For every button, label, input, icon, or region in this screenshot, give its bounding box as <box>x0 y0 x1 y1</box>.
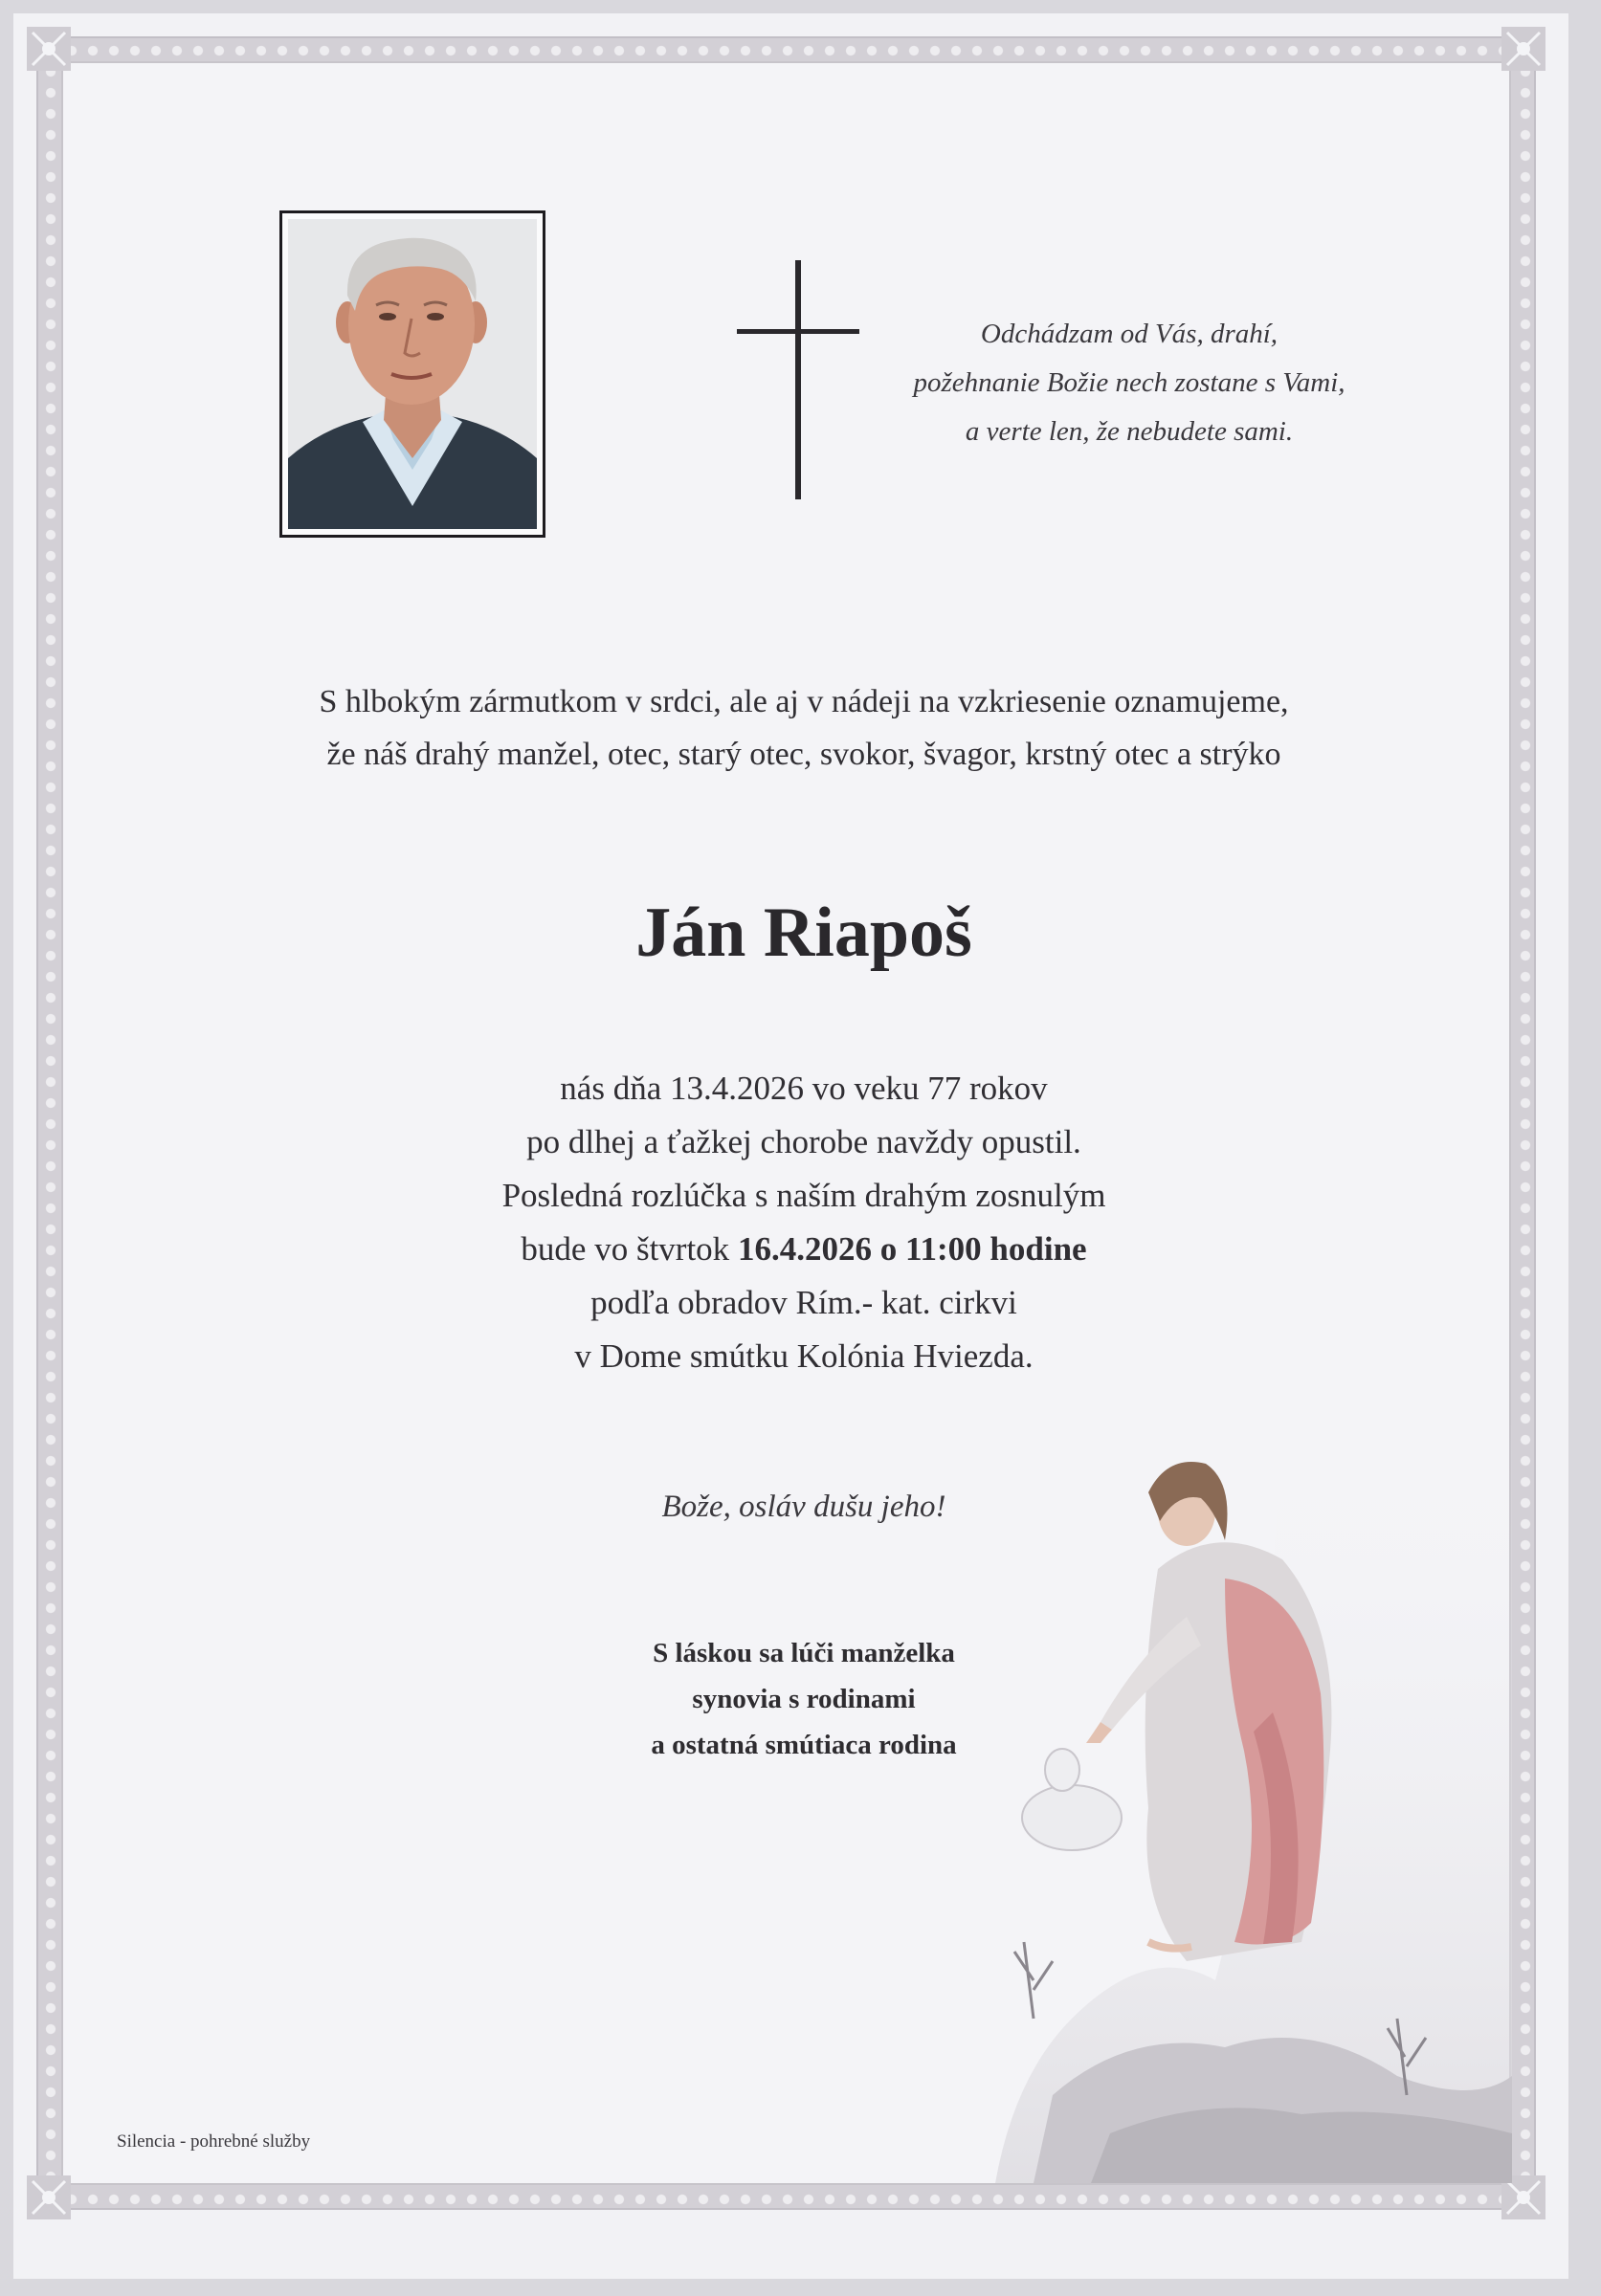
ceremony-datetime: 16.4.2026 o 11:00 hodine <box>737 1230 1087 1268</box>
verse-line: a verte len, že nebudete sami. <box>965 416 1294 447</box>
funeral-details <box>287 1062 1321 1383</box>
intro-line: S hlbokým zármutkom v srdci, ale aj v nádeji na vzkriesenie oznamujeme, <box>319 684 1289 719</box>
farewell-line: synovia s rodinami <box>692 1684 916 1714</box>
portrait-image <box>288 219 537 529</box>
details-line-ceremony-time <box>287 1223 1321 1276</box>
deceased-name: Ján Riapoš <box>635 894 972 972</box>
good-shepherd-illustration <box>995 1406 1512 2183</box>
frame-pattern-bottom <box>61 2189 1511 2206</box>
blessing-text: Bože, osláv dušu jeho! <box>661 1490 946 1524</box>
frame-corner-ornament-icon <box>27 2175 71 2219</box>
farewell-line: a ostatná smútiaca rodina <box>651 1730 957 1760</box>
frame-pattern-left <box>40 61 57 2185</box>
cross-icon <box>737 260 859 499</box>
details-line: podľa obradov Rím.- kat. cirkvi <box>590 1284 1017 1321</box>
farewell-line: S láskou sa lúči manželka <box>653 1638 955 1668</box>
verse-line: Odchádzam od Vás, drahí, <box>980 319 1279 349</box>
details-line: v Dome smútku Kolónia Hviezda. <box>574 1337 1034 1375</box>
details-line: Posledná rozlúčka s naším drahým zosnulým <box>501 1177 1106 1214</box>
frame-pattern-right <box>1515 61 1532 2185</box>
verse-line: požehnanie Božie nech zostane s Vami, <box>913 367 1345 398</box>
details-day: bude vo štvrtok <box>521 1230 738 1268</box>
funeral-service-credit: Silencia - pohrebné služby <box>117 2131 311 2152</box>
details-line: nás dňa 13.4.2026 vo veku 77 rokov <box>560 1070 1048 1107</box>
portrait-photo <box>279 210 545 538</box>
intro-line: že náš drahý manžel, otec, starý otec, svokor, švagor, krstný otec a strýko <box>326 737 1281 772</box>
frame-corner-ornament-icon <box>1501 27 1545 71</box>
announcement-intro <box>144 675 1464 781</box>
details-line: po dlhej a ťažkej chorobe navždy opustil. <box>526 1123 1081 1160</box>
farewell-verse <box>861 310 1397 456</box>
frame-corner-ornament-icon <box>27 27 71 71</box>
frame-pattern-top <box>61 40 1511 57</box>
